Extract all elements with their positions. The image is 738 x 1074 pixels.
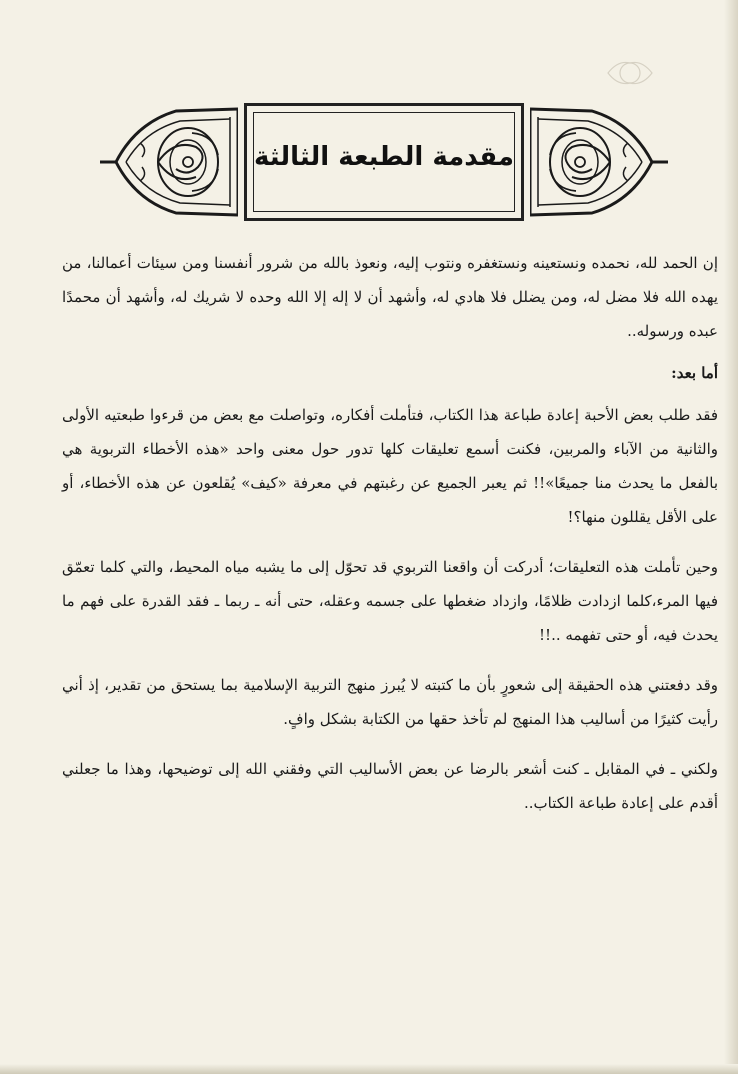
paragraph-opening: إن الحمد لله، نحمده ونستعينه ونستغفره ونتوب إليه، ونعوذ بالله من شرور أنفسنا ومن سيئات أعمالنا، من يهده الله فلا مضل له، ومن يضلل فلا هادي له، وأشهد أن لا إله إلا الله وحده لا شريك له، وأشهد أن محمدًا عبده ورسوله.. [62,254,718,340]
paragraph-conclusion: ولكني ـ في المقابل ـ كنت أشعر بالرضا عن بعض الأساليب التي وفقني الله إلى توضيحها، وهذا ما جعلني أقدم على إعادة طباعة الكتاب.. [62,760,718,812]
chapter-title-block [96,103,672,225]
page-gutter-shadow [724,0,738,1074]
left-arabesque-ornament-icon [96,103,238,221]
paragraph-reflection: وحين تأملت هذه التعليقات؛ أدركت أن واقعنا التربوي قد تحوّل إلى ما يشبه مياه المحيط، والتي كلما تعمّق فيها المرء،كلما ازدادت ظلامًا، وازداد ضغطها على جسمه وعقله، حتى أنه ـ ربما ـ فقد القدرة على فهم ما يحدث فيه، أو حتى تفهمه ..!! [62,558,718,644]
paragraph-heading-amma-baad: أما بعد: [671,364,718,382]
paragraph-motivation: وقد دفعتني هذه الحقيقة إلى شعورٍ بأن ما كتبته لا يُبرز منهج التربية الإسلامية بما يستحق من تقدير، إذ أني رأيت كثيرًا من أساليب هذا المنهج لم تأخذ حقها من الكتابة بشكل وافٍ. [62,676,718,728]
title-frame [244,103,524,221]
body-text [62,246,718,836]
paragraph-request: فقد طلب بعض الأحبة إعادة طباعة هذا الكتاب، فتأملت أفكاره، وتواصلت مع بعض من قرءوا طبعتيه الأولى والثانية من الآباء والمربين، فكنت أسمع تعليقات كلها تدور حول معنى واحد «هذه الأخطاء التربوية هي بالفعل ما يحدث منا جميعًا»!! ثم يعبر الجميع عن رغبتهم في معرفة «كيف» يُقلعون عن هذه الأخطاء، أو على الأقل يقللون منها؟! [62,406,718,526]
page-title: مقدمة الطبعة الثالثة [253,142,515,172]
faded-corner-ornament-icon [600,56,660,90]
right-arabesque-ornament-icon [530,103,672,221]
page-bottom-edge [0,1064,738,1074]
